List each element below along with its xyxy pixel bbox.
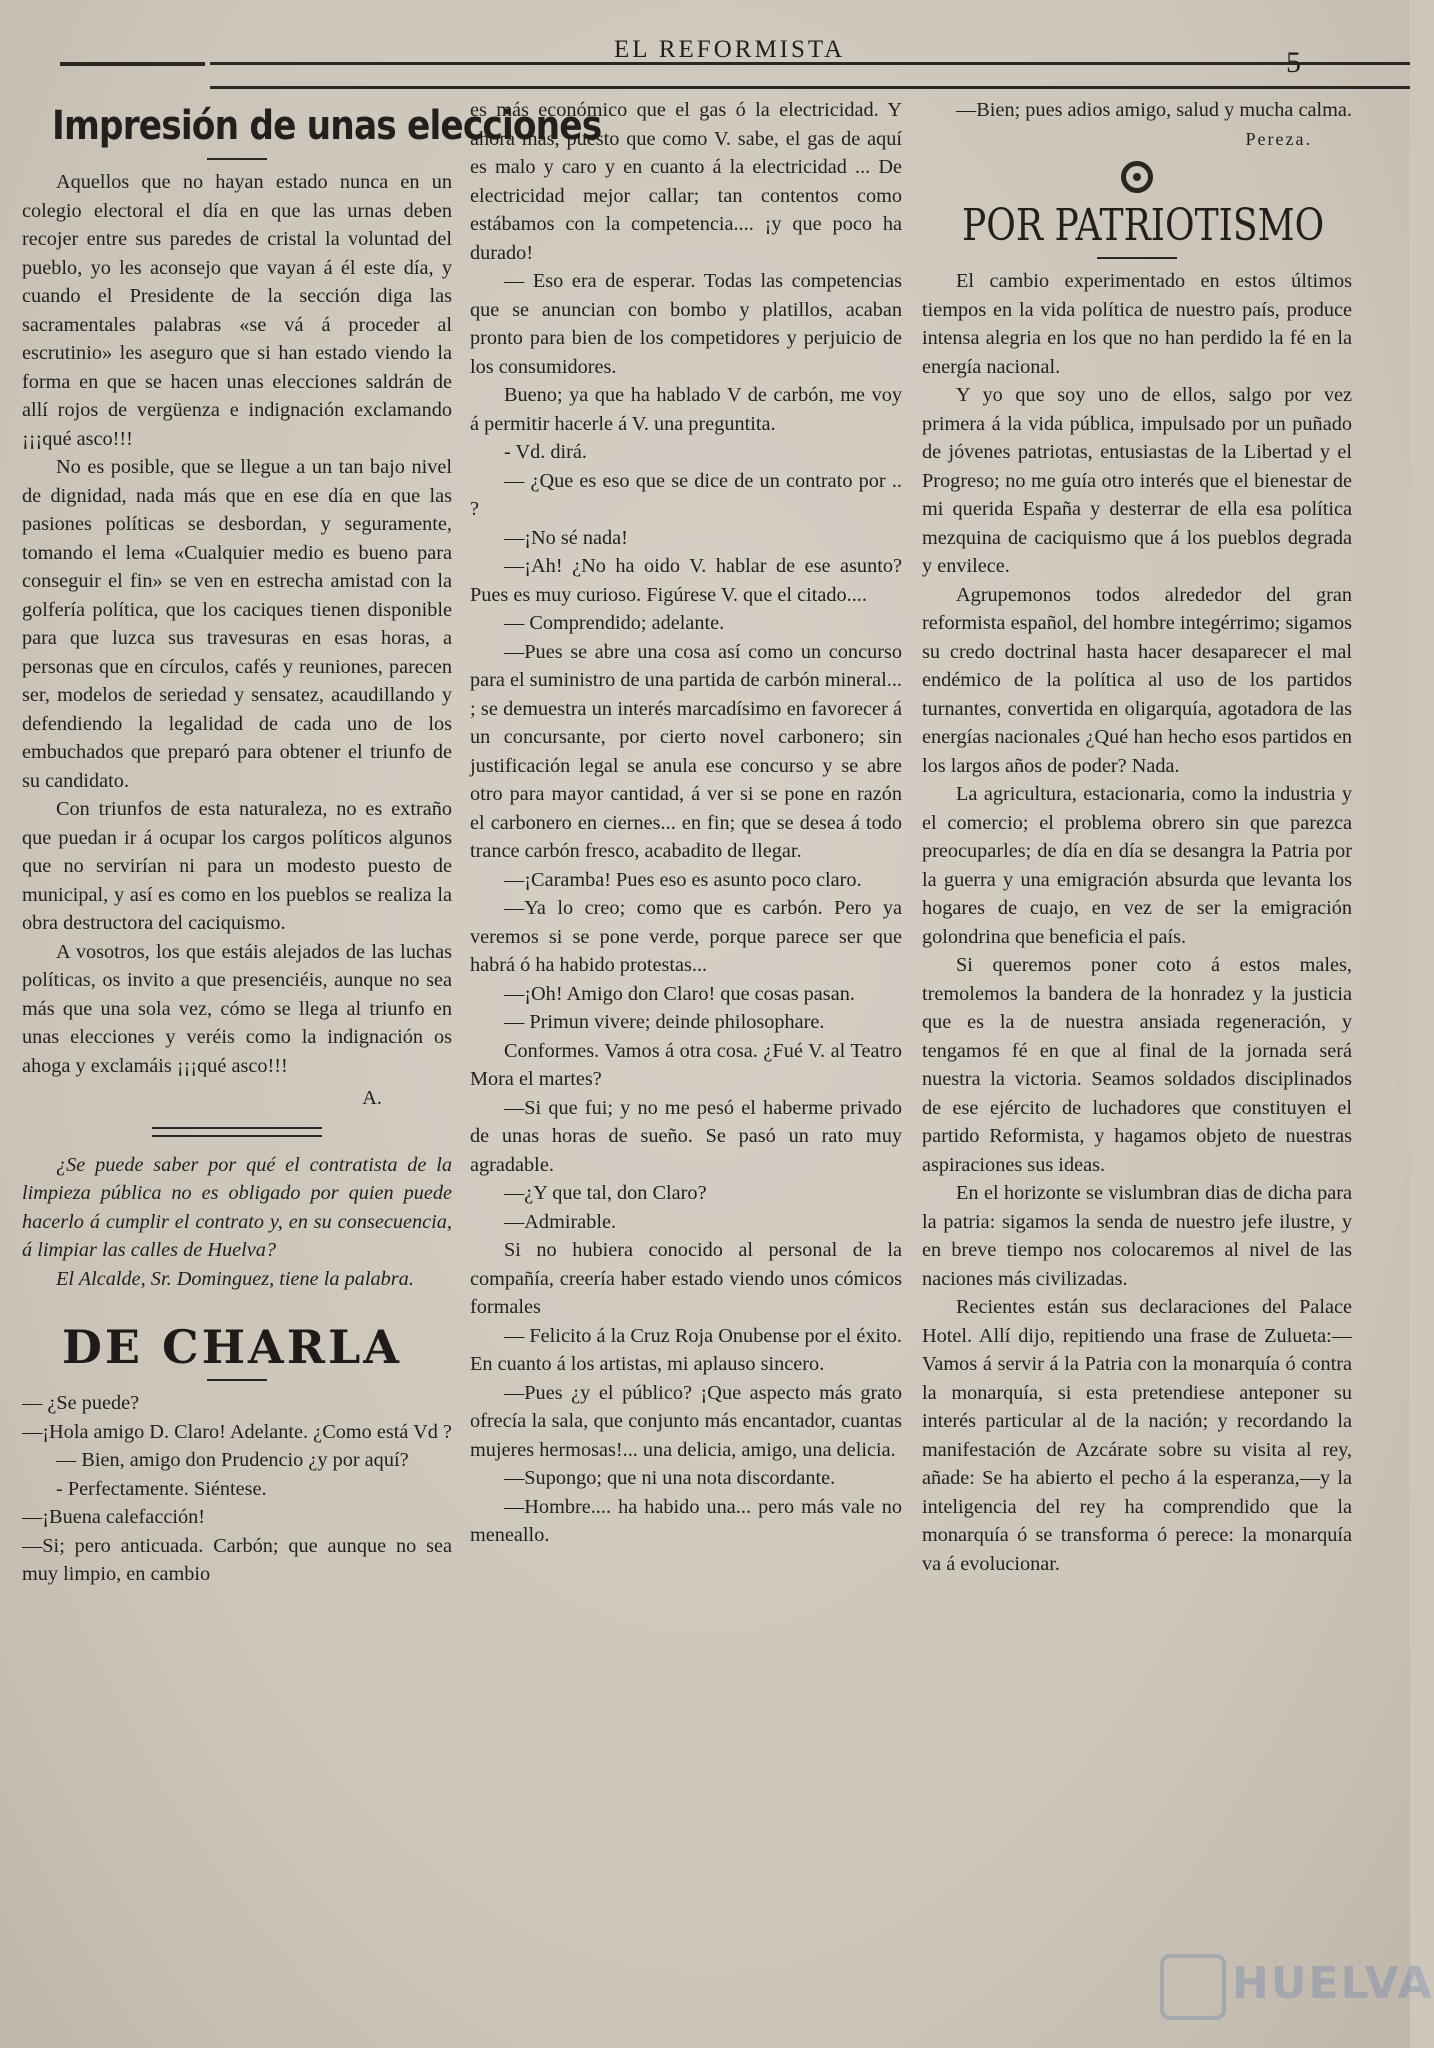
article-paragraph: La agricultura, estacionaria, como la industria y el comercio; el problema obrero sin que parezca preocuparles; de día en día se desangra la Patria por la guerra y una emigración absurda que levanta los hogares de cuajo, en vez de ser la emigración golondrina que beneficia el país. bbox=[922, 783, 1352, 948]
dialogue-line: es más económico que el gas ó la electricidad. Y ahora más, puesto que como V. sabe, el gas de aquí es malo y caro y en cuanto á la electricidad ... De electricidad mejor callar; tan contentos como estábamos con la competencia.... ¡y que poco ha durado! bbox=[470, 99, 902, 264]
dialogue-line: —Ya lo creo; como que es carbón. Pero ya veremos si se pone verde, porque parece ser que habrá ó ha habido protestas... bbox=[470, 897, 902, 976]
dialogue-line: —¡Caramba! Pues eso es asunto poco claro. bbox=[504, 868, 862, 891]
dialogue-line: — Felicito á la Cruz Roja Onubense por el éxito. En cuanto á los artistas, mi aplauso sincero. bbox=[470, 1324, 902, 1375]
dialogue-line: —¡Oh! Amigo don Claro! que cosas pasan. bbox=[504, 982, 855, 1005]
article-signature: A. bbox=[362, 1087, 382, 1109]
article-signature: Pereza. bbox=[1245, 128, 1312, 149]
dialogue-line: — Comprendido; adelante. bbox=[504, 612, 725, 634]
section-divider bbox=[152, 1127, 322, 1137]
dialogue-line: —Supongo; que ni una nota discordante. bbox=[504, 1467, 836, 1489]
title-rule bbox=[207, 158, 267, 160]
article-title-elecciones: Impresión de unas elecciones bbox=[52, 103, 602, 149]
dialogue-line: —¡Ah! ¿No ha oido V. hablar de ese asunto? Pues es muy curioso. Figúrese V. que el citado.... bbox=[470, 555, 902, 606]
dialogue-line: —Si; pero anticuada. Carbón; que aunque no sea muy limpio, en cambio bbox=[22, 1534, 452, 1585]
article-title-charla: DE CHARLA bbox=[62, 1320, 402, 1374]
column-3 bbox=[922, 96, 1352, 1986]
article-paragraph: Y yo que soy uno de ellos, salgo por vez primera á la vida pública, impulsado por un puñado de jóvenes patriotas, entusiastas de la Libertad y el Progreso; no me guía otro interés que el bienestar de mi querida España y desterrar de ella esa política mezquina de caciquismo que á los pueblos degrada y envilece. bbox=[922, 384, 1352, 577]
title-rule bbox=[1097, 257, 1177, 259]
article-paragraph: Aquellos que no hayan estado nunca en un colegio electoral el día en que las urnas deben recojer entre sus paredes de cristal la voluntad del pueblo, yo les aconsejo que vayan á él este día, y cuando el Presidente de la sección diga las sacramentales palabras «se vá á proceder al escrutinio» les aseguro que si han estado viendo la forma en que se hacen unas elecciones saldrán de allí rojos de vergüenza e indignación exclamando ¡¡¡qué asco!!! bbox=[22, 171, 452, 450]
article-title-patriotismo: POR PATRIOTISMO bbox=[962, 200, 1325, 251]
article-paragraph: Agrupemonos todos alrededor del gran reformista español, del hombre integérrimo; sigamos su credo doctrinal hasta hacer desaparecer el mal endémico de la política al uso de los partidos turnantes, convertida en oligarquía, agotadora de las energías nacionales ¿Qué han hecho esos partidos en los largos años de poder? Nada. bbox=[922, 583, 1352, 777]
dialogue-line: — ¿Se puede? bbox=[22, 1392, 140, 1414]
dialogue-line: —Si que fui; y no me pesó el haberme privado de unas horas de sueño. Se pasó un rato muy agradable. bbox=[470, 1096, 902, 1176]
article-paragraph: El cambio experimentado en estos últimos tiempos en la vida política de nuestro país, produce intensa alegria en los que no han perdido la fé en la energía nacional. bbox=[922, 270, 1352, 378]
dialogue-line: —Admirable. bbox=[504, 1210, 617, 1233]
dialogue-line: —Pues se abre una cosa así como un concurso para el suministro de una partida de carbón mineral... ; se demuestra un interés marcadísimo en favorecer á un concursante, por cierto novel carbonero; sin justificación legal se anula ese concurso y se abre otro para mayor cantidad, á ver si se pone en razón el carbonero en ciernes... en fin; que se desea á todo trance carbón fresco, acabadito de llegar. bbox=[470, 640, 902, 862]
dialogue-line: —¡Buena calefacción! bbox=[22, 1506, 205, 1528]
dialogue-line: —¡No sé nada! bbox=[504, 526, 628, 549]
dialogue-line: —Hombre.... ha habido una... pero más vale no meneallo. bbox=[470, 1495, 902, 1546]
notice-paragraph: El Alcalde, Sr. Dominguez, tiene la palabra. bbox=[56, 1267, 414, 1290]
page-number: 5 bbox=[1286, 46, 1301, 79]
dialogue-line: — Eso era de esperar. Todas las competencias que se anuncian con bombo y platillos, acaban pronto para bien de los competidores y perjuicio de los consumidores. bbox=[470, 270, 902, 378]
ornament-circle-icon bbox=[1121, 161, 1153, 193]
archive-seal-icon bbox=[1160, 1954, 1226, 2020]
article-paragraph: Si queremos poner coto á estos males, tremolemos la bandera de la honradez y la justicia que es la de nuestra ansiada regeneración, y tengamos fé en que al final de la jornada será nuestra la victoria. Seamos soldados disciplinados de ese ejército de luchadores que constituyen el partido Reformista, y hagamos objeto de nuestras aspiraciones sus ideas. bbox=[922, 954, 1352, 1176]
dialogue-line: — ¿Que es eso que se dice de un contrato por .. ? bbox=[470, 469, 902, 520]
title-rule bbox=[207, 1379, 267, 1381]
dialogue-line: —¡Hola amigo D. Claro! Adelante. ¿Como está Vd ? bbox=[22, 1420, 452, 1443]
newspaper-name: EL REFORMISTA bbox=[614, 36, 846, 63]
notice-box bbox=[22, 1151, 452, 1294]
archive-watermark bbox=[1160, 1950, 1434, 2020]
masthead-rule-bottom bbox=[210, 86, 1410, 89]
article-paragraph: A vosotros, los que estáis alejados de las luchas políticas, os invito a que presenciéis, aunque no sea más que una sola vez, cómo se llega al triunfo en unas elecciones y veréis como la indignación os ahoga y exclamáis ¡¡¡qué asco!!! bbox=[22, 940, 452, 1077]
dialogue-line: — Primun vivere; deinde philosophare. bbox=[504, 1011, 825, 1033]
article-paragraph: En el horizonte se vislumbran dias de dicha para la patria: sigamos la senda de nuestro jefe ilustre, y en breve tiempo nos colocaremos al nivel de las naciones más civilizadas. bbox=[922, 1182, 1352, 1290]
dialogue-line: —¿Y que tal, don Claro? bbox=[504, 1182, 707, 1204]
dialogue-line: Conformes. Vamos á otra cosa. ¿Fué V. al Teatro Mora el martes? bbox=[470, 1039, 902, 1090]
watermark-text: HUELVA bbox=[1232, 1958, 1434, 2009]
notice-paragraph: ¿Se puede saber por qué el contratista de la limpieza pública no es obligado por quien puede hacerlo á cumplir el contrato y, en su consecuencia, á limpiar las calles de Huelva? bbox=[22, 1153, 452, 1261]
masthead bbox=[60, 36, 1350, 96]
article-paragraph: Con triunfos de esta naturaleza, no es extraño que puedan ir á ocupar los cargos políticos algunos que no servirían ni para un modesto puesto de municipal, y así es como en los pueblos se realiza la obra destructora del caciquismo. bbox=[22, 798, 452, 934]
dialogue-line: — Bien, amigo don Prudencio ¿y por aquí? bbox=[56, 1449, 409, 1471]
article-paragraph: No es posible, que se llegue a un tan bajo nivel de dignidad, nada más que en ese día en que las pasiones políticas se desbordan, y seguramente, tomando el lema «Cualquier medio es bueno para conseguir el fin» se ven en estrecha amistad con la golfería política, que los caciques tienen disponible para que luzca sus travesuras en esas horas, a personas que en círculos, cafés y reuniones, parecen ser, modelos de seriedad y sensatez, acaudillando y defendiendo la legalidad de cada uno de los embuchados que preparó para obtener el triunfo de su candidato. bbox=[22, 456, 452, 792]
dialogue-line: Bueno; ya que ha hablado V de carbón, me voy á permitir hacerle á V. una preguntita. bbox=[470, 384, 902, 435]
dialogue-line: - Perfectamente. Siéntese. bbox=[56, 1477, 267, 1500]
masthead-rule-left bbox=[60, 62, 205, 66]
article-paragraph: Recientes están sus declaraciones del Palace Hotel. Allí dijo, repitiendo una frase de Zulueta:—Vamos á servir á la Patria con la monarquía ó contra la monarquía, si esta pretendiese anteponer su interés particular al de la nación; y recordando la manifestación de Azcárate sobre su visita al rey, añade: Se ha abierto el pecho á la esperanza,—y la inteligencia del rey ha comprendido que la monarquía ó se transforma ó perece: la monarquía va á evolucionar. bbox=[922, 1296, 1352, 1575]
dialogue-line: Si no hubiera conocido al personal de la compañía, creería haber estado viendo unos cómicos formales bbox=[470, 1239, 902, 1318]
dialogue-line: —Bien; pues adios amigo, salud y mucha calma. bbox=[956, 99, 1352, 121]
dialogue-line: —Pues ¿y el público? ¡Que aspecto más grato ofrecía la sala, que conjunto más encantador, cuantas mujeres hermosas!... una delicia, amigo, una delicia. bbox=[470, 1381, 902, 1461]
column-2 bbox=[470, 96, 902, 1986]
dialogue-line: - Vd. dirá. bbox=[504, 441, 587, 463]
